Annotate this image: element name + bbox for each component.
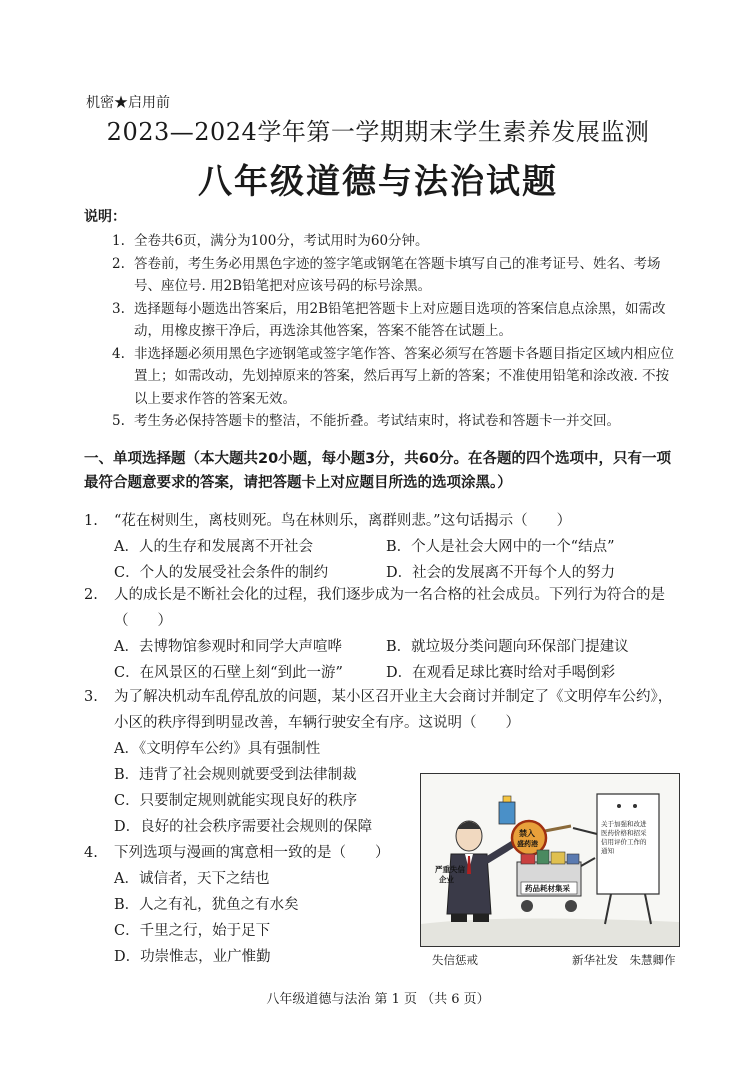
svg-text:医药价格和招采: 医药价格和招采 (601, 829, 647, 837)
instructions-heading: 说明： (84, 209, 126, 225)
svg-text:药品耗材集采: 药品耗材集采 (525, 884, 570, 893)
question-stem: 下列选项与漫画的寓意相一致的是（ ） (114, 845, 390, 861)
instruction-item (112, 298, 682, 343)
option-c: C．个人的发展受社会条件的制约 (114, 565, 329, 581)
instruction-text: 选择题每小题选出答案后，用2B铅笔把答题卡上对应题目选项的答案信息点涂黑，如需改动，用橡皮擦干净后，再选涂其他答案，答案不能答在试题上。 (134, 300, 666, 339)
option-b: B．违背了社会规则就要受到法律制裁 (114, 767, 357, 783)
option-a: A．人的生存和发展离不开社会 (114, 539, 313, 555)
instruction-item (112, 410, 682, 433)
instruction-text: 考生务必保持答题卡的整洁，不能折叠。考试结束时，将试卷和答题卡一并交回。 (134, 413, 620, 429)
exam-title: 2023—2024学年第一学期期末学生素养发展监测 (106, 118, 650, 146)
option-a: A．《文明停车公约》具有强制性 (114, 741, 321, 757)
option-d: D．良好的社会秩序需要社会规则的保障 (114, 819, 373, 835)
instruction-text: 全卷共6页，满分为100分，考试用时为60分钟。 (134, 233, 429, 249)
question-number: 1. (84, 513, 98, 529)
question-2 (84, 582, 680, 686)
cartoon-illustration (421, 774, 679, 946)
instruction-item (112, 343, 682, 411)
question-stem: 人的成长是不断社会化的过程，我们逐步成为一名合格的社会成员。下列行为符合的是（ ） (114, 587, 665, 629)
svg-text:企业: 企业 (439, 875, 454, 884)
svg-text:信用评价工作的: 信用评价工作的 (601, 838, 647, 846)
page-footer: 八年级道德与法治 第 1 页 （共 6 页） (266, 992, 490, 1007)
instruction-number: 5. (112, 413, 125, 429)
option-a: A．诚信者，天下之结也 (114, 871, 270, 887)
question-number: 4. (84, 845, 98, 861)
svg-text:禁入: 禁入 (519, 829, 535, 838)
svg-text:通知: 通知 (601, 847, 614, 855)
option-c: C．在风景区的石壁上刻“到此一游” (114, 665, 343, 681)
instructions-list (112, 230, 682, 433)
option-d: D．社会的发展离不开每个人的努力 (386, 565, 616, 581)
instruction-item (112, 230, 682, 253)
svg-text:关于加强和改进: 关于加强和改进 (601, 820, 647, 828)
instruction-item (112, 253, 682, 298)
cartoon-image (420, 773, 680, 947)
instruction-number: 2. (112, 255, 125, 272)
option-c: C．千里之行，始于足下 (114, 923, 271, 939)
subject-title: 八年级道德与法治试题 (198, 162, 558, 202)
instruction-text: 答卷前，考生务必用黑色字迹的签字笔或钢笔在答题卡填写自己的准考证号、姓名、考场号、座位号. 用2B铅笔把对应该号码的标号涂黑。 (134, 255, 661, 294)
option-b: B．人之有礼，犹鱼之有水矣 (114, 897, 299, 913)
question-number: 3. (84, 689, 98, 705)
option-d: D．在观看足球比赛时给对手喝倒彩 (386, 665, 616, 681)
option-b: B．就垃圾分类问题向环保部门提建议 (386, 639, 629, 655)
svg-text:盛药港: 盛药港 (517, 840, 538, 848)
instruction-number: 3. (112, 300, 125, 317)
instruction-number: 1. (112, 233, 125, 249)
confidential-mark: 机密★启用前 (86, 95, 170, 111)
cartoon-caption-title: 失信惩戒 (432, 953, 478, 967)
instruction-number: 4. (112, 345, 125, 362)
option-d: D．功崇惟志，业广惟勤 (114, 949, 271, 965)
question-number: 2. (84, 587, 98, 603)
question-4 (84, 840, 414, 970)
option-b: B．个人是社会大网中的一个“结点” (386, 539, 615, 555)
option-a: A．去博物馆参观时和同学大声喧哗 (114, 639, 342, 655)
instruction-text: 非选择题必须用黑色字迹钢笔或签字笔作答、答案必须写在答题卡各题目指定区域内相应位置上；如需改动，先划掉原来的答案，然后再写上新的答案；不准使用铅笔和涂改液. 不按以上要求作答的答案无效。 (134, 345, 674, 407)
option-c: C．只要制定规则就能实现良好的秩序 (114, 793, 358, 809)
svg-text:严重失信: 严重失信 (435, 865, 465, 874)
question-stem: 为了解决机动车乱停乱放的问题，某小区召开业主大会商讨并制定了《文明停车公约》，小区的秩序得到明显改善，车辆行驶安全有序。这说明（ ） (114, 689, 673, 731)
cartoon-caption-credit: 新华社发 朱慧卿作 (572, 953, 676, 967)
question-1 (84, 508, 680, 586)
section-heading: 一、单项选择题（本大题共20小题，每小题3分，共60分。在各题的四个选项中，只有一项最符合题意要求的答案，请把答题卡上对应题目所选的选项涂黑。） (84, 451, 671, 491)
question-stem: “花在树则生，离枝则死。鸟在林则乐，离群则悲。”这句话揭示（ ） (114, 513, 572, 529)
